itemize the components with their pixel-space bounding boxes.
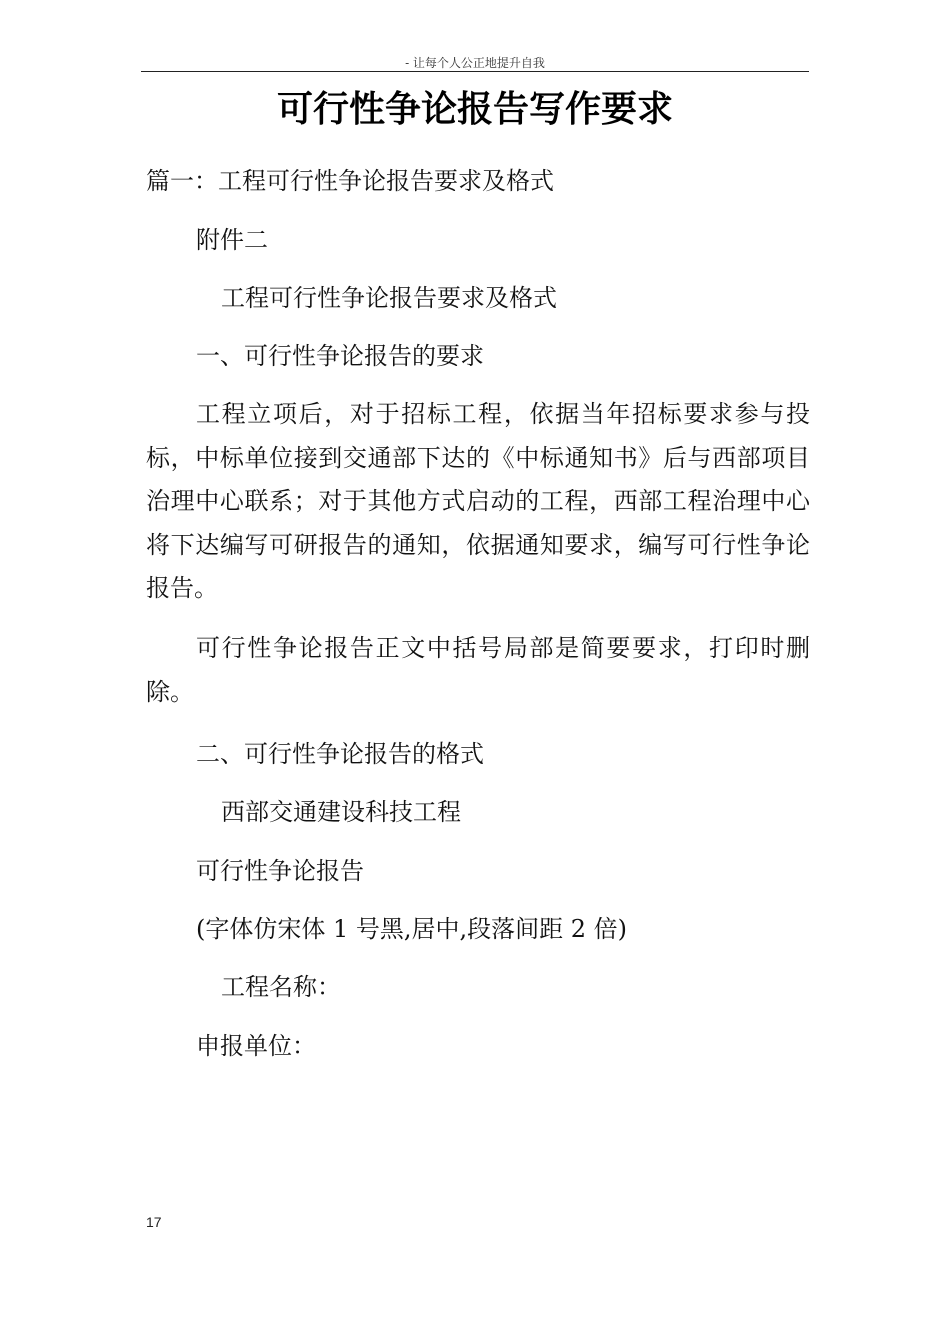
- paragraph-brackets-note: 可行性争论报告正文中括号局部是简要要求，打印时删除。: [146, 634, 810, 706]
- paragraph-project-approval: 工程立项后，对于招标工程，依据当年招标要求参与投标，中标单位接到交通部下达的《中标通知书》后与西部项目治理中心联系；对于其他方式启动的工程，西部工程治理中心将下达编写可研报告的通知，依据通知要求，编写可行性争论报告。: [146, 400, 810, 602]
- subtitle: 工程可行性争论报告要求及格式: [221, 284, 557, 312]
- part-one-heading: 一、可行性争论报告的要求: [196, 342, 484, 370]
- cover-line-program: 西部交通建设科技工程: [221, 798, 461, 826]
- attachment-label: 附件二: [196, 226, 268, 254]
- cover-line-report: 可行性争论报告: [196, 857, 364, 885]
- header-divider: [141, 71, 809, 72]
- project-name-label: 工程名称：: [221, 973, 341, 1001]
- applicant-label: 申报单位：: [196, 1032, 316, 1060]
- part-two-heading: 二、可行性争论报告的格式: [196, 740, 484, 768]
- page-number: 17: [146, 1214, 162, 1230]
- font-format-note: (字体仿宋体 1 号黑,居中,段落间距 2 倍): [196, 915, 628, 943]
- page-header-text: - 让每个人公正地提升自我: [405, 56, 545, 70]
- section-heading: 篇一：工程可行性争论报告要求及格式: [146, 167, 554, 195]
- document-title: 可行性争论报告写作要求: [276, 88, 673, 130]
